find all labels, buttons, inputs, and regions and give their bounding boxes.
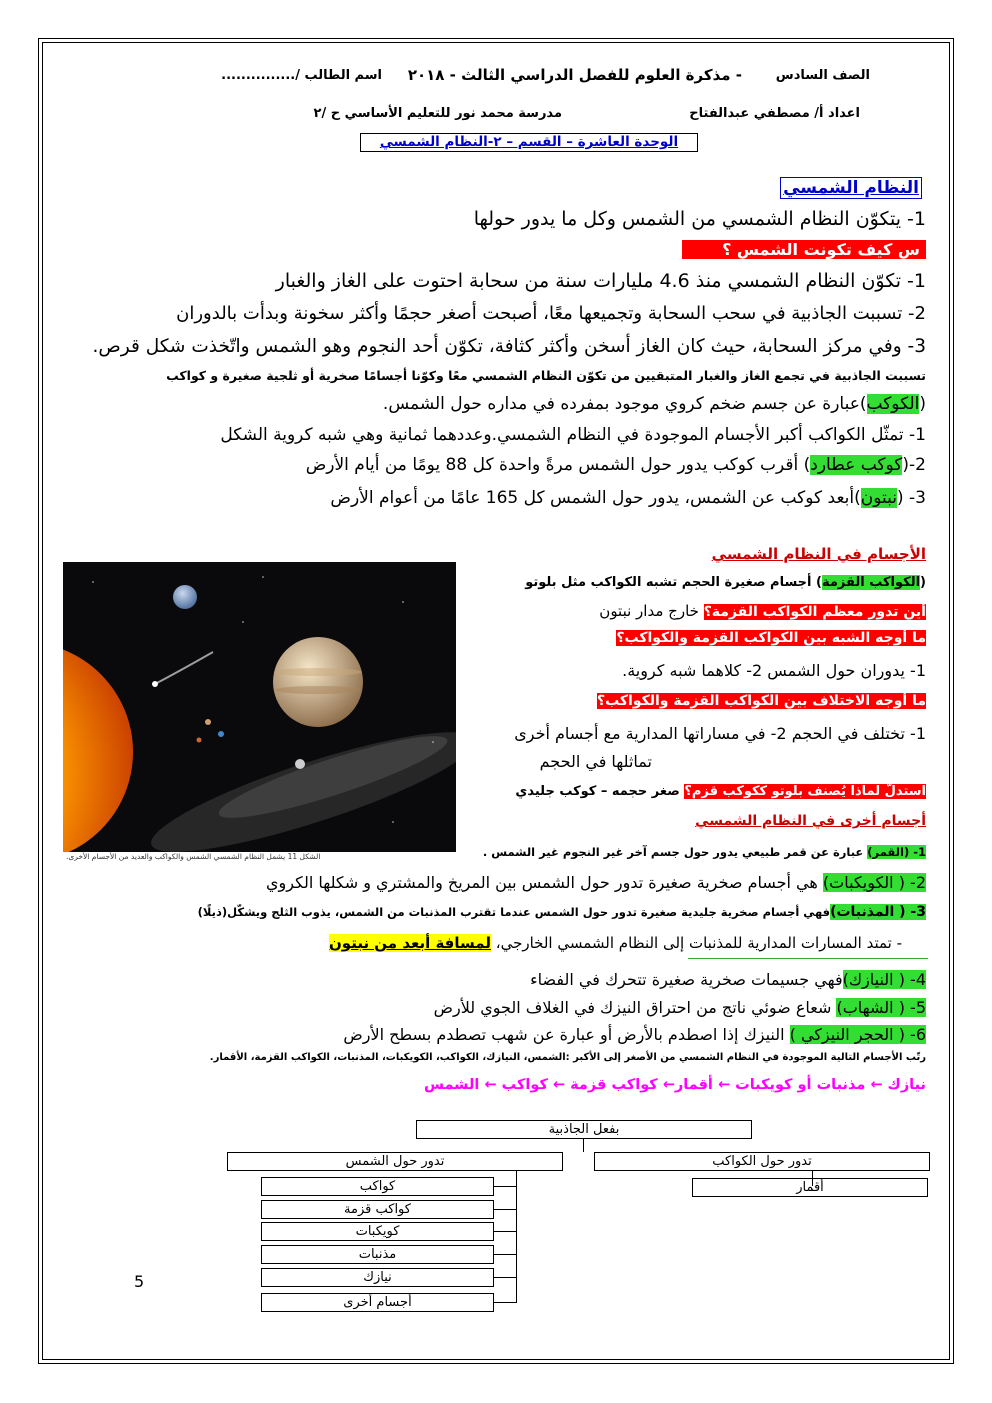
meteoroid-term: 4- ( النيازك) xyxy=(842,970,926,989)
diagram-tick-2 xyxy=(493,1231,516,1232)
formation-point-4: تسببت الجاذبية في تجمع الغاز والغبار المتبقيين من تكوّن النظام الشمسي معًا وكوّنا أجسامًا صخرية أو ثلجية صغيرة و كواكب xyxy=(166,368,926,383)
comet-term: 3- ( المذنبات) xyxy=(830,904,926,920)
diagram-item-meteoroids: نيازك xyxy=(261,1268,494,1287)
school-name: مدرسة محمد نور للتعليم الأساسي ح /٢ xyxy=(313,106,562,121)
question-dwarf-orbit: أين تدور معظم الكواكب القزمة؟ خارج مدار نبتون xyxy=(599,602,926,620)
figure-caption: الشكل 11 يشمل النظام الشمسي الشمس والكواكب والعديد من الأجسام الأخرى. xyxy=(66,852,321,861)
prepared-by: اعداد أ/ مصطفي عبدالفتاح xyxy=(689,106,860,121)
unit-title: الوحدة العاشرة – القسم – ٢-النظام الشمسي xyxy=(379,134,679,150)
answer-difference-1: 1- تختلف في الحجم 2- في مساراتها المدارية مع أجسام أخرى xyxy=(514,724,926,743)
question-pluto: استدلّ لماذا يُصنف بلوتو ككوكب قزم؟ صغر حجمه – كوكب جليدي xyxy=(515,784,926,799)
neptune-term: نبتون xyxy=(860,488,897,508)
student-name-field: اسم الطالب /............... xyxy=(221,68,382,83)
diagram-item-dwarf-planets: كواكب قزمة xyxy=(261,1200,494,1219)
section-heading-bodies: الأجسام في النظام الشمسي xyxy=(711,545,926,563)
comet-note: - تمتد المسارات المدارية للمذنبات إلى النظام الشمسي الخارجي، لمسافة أبعد من نبتون xyxy=(329,934,902,952)
formation-point-2: 2- تسببت الجاذبية في سحب السحابة وتجميعها معًا، أصبحت أصغر حجمًا وأكثر سخونة وبدأت بالدوران xyxy=(176,303,926,324)
formation-point-1: 1- تكوّن النظام الشمسي منذ 4.6 مليارات سنة من سحابة احتوت على الغاز والغبار xyxy=(275,270,926,292)
dwarf-planet-term: الكواكب القزمة xyxy=(821,575,921,590)
diagram-tick-3 xyxy=(493,1254,516,1255)
memo-title: - مذكرة العلوم للفصل الدراسي الثالث - ٢٠١٨ xyxy=(407,66,742,84)
answer-difference-2: تماثلها في الحجم xyxy=(539,752,652,771)
planet-fact-1: 1- تمثّل الكواكب أكبر الأجسام الموجودة في النظام الشمسي.وعددهما ثمانية وهي شبه كروية الشكل xyxy=(220,425,926,445)
diagram-item-other-bodies: أجسام أخرى xyxy=(261,1293,494,1312)
order-question: رتّب الأجسام التالية الموجودة في النظام الشمسي من الأصغر إلى الأكبر :الشمس، النيازك، الكواكب، الكويكبات، المذنبات، الكواكب القزمة، الأقمار. xyxy=(209,1052,926,1063)
question-similarity: ما أوجه الشبه بين الكواكب القزمة والكواكب؟ xyxy=(616,630,926,646)
formation-point-3: 3- وفي مركز السحابة، حيث كان الغاز أسخن وأكثر كثافة، تكوّن أحد النجوم وهو الشمس واتّخذت شكل قرص. xyxy=(92,336,926,357)
question-difference: ما أوجه الاختلاف بين الكواكب القزمة والكواكب؟ xyxy=(596,693,926,709)
dwarf-planet-definition: (الكواكب القزمة) أجسام صغيرة الحجم تشبه الكواكب مثل بلوتو xyxy=(525,575,926,590)
solar-system-definition: 1- يتكوّن النظام الشمسي من الشمس وكل ما يدور حولها xyxy=(473,208,926,230)
diagram-connector xyxy=(583,1138,584,1152)
grade-label: الصف السادس xyxy=(775,68,870,83)
meteorite-term: 6- ( الحجر النيزكي ) xyxy=(789,1025,926,1044)
question-sun-formation: س كيف تكونت الشمس ؟ xyxy=(682,240,926,259)
comet-definition: 3- ( المذنبات)فهي أجسام صخرية جليدية صغيرة تدور حول الشمس عندما تقترب المذنبات من الشمس، يذوب الثلج ويشكّل(ذيلًا) xyxy=(197,904,926,920)
diagram-left-vline xyxy=(516,1170,517,1303)
planet-term: الكوكب xyxy=(866,394,920,414)
solar-system-illustration xyxy=(63,562,456,852)
diagram-left-branch: تدور حول الشمس xyxy=(227,1152,563,1171)
diagram-tick-1 xyxy=(493,1209,516,1210)
diagram-tick-5 xyxy=(493,1302,516,1303)
comet-note-highlight: لمسافة أبعد من نبتون xyxy=(329,934,491,952)
moon-definition: 1- (القمر) عبارة عن قمر طبيعي يدور حول جسم آخر غير النجوم غير الشمس . xyxy=(482,845,926,859)
diagram-item-moons: أقمار xyxy=(692,1178,928,1197)
planet-definition: (الكوكب)عبارة عن جسم ضخم كروي موجود بمفرده في مداره حول الشمس. xyxy=(382,394,926,414)
diagram-right-branch: تدور حول الكواكب xyxy=(594,1152,930,1171)
diagram-item-asteroids: كويكبات xyxy=(261,1222,494,1241)
diagram-item-comets: مذنبات xyxy=(261,1245,494,1264)
divider-line xyxy=(688,958,928,959)
unit-title-box xyxy=(360,133,698,152)
asteroid-term: 2- ( الكويكبات) xyxy=(822,873,926,892)
meteor-definition: 5- ( الشهاب) شعاع ضوئي ناتج من احتراق النيزك في الغلاف الجوي للأرض xyxy=(433,998,926,1017)
moon-term: 1- (القمر) xyxy=(867,845,926,859)
diagram-root-box: بفعل الجاذبية xyxy=(416,1120,752,1139)
diagram-tick-4 xyxy=(493,1277,516,1278)
meteor-term: 5- ( الشهاب) xyxy=(836,998,926,1017)
planet-fact-3: 3- (نبتون)أبعد كوكب عن الشمس، يدور حول الشمس كل 165 عامًا من أعوام الأرض xyxy=(330,488,926,508)
other-bodies-heading: أجسام أخرى في النظام الشمسي xyxy=(695,813,926,829)
planet-fact-2: 2-(كوكب عطارد) أقرب كوكب يدور حول الشمس مرةً واحدة كل 88 يومًا من أيام الأرض xyxy=(305,455,926,475)
page-number: 5 xyxy=(134,1272,145,1291)
mercury-term: كوكب عطارد xyxy=(810,455,903,475)
meteorite-definition: 6- ( الحجر النيزكي ) النيزك إذا اصطدم بالأرض أو عبارة عن شهب تصطدم بسطح الأرض xyxy=(343,1025,926,1044)
asteroid-definition: 2- ( الكويكبات) هي أجسام صخرية صغيرة تدور حول الشمس بين المريخ والمشتري و شكلها الكروي xyxy=(266,873,926,892)
solar-system-image xyxy=(63,562,456,852)
order-answer: نيازك ← مذنبات أو كويكبات ← أقمار← كواكب قزمة ← كواكب ← الشمس xyxy=(423,1077,926,1093)
meteoroid-definition: 4- ( النيازك)فهي جسيمات صخرية صغيرة تتحرك في الفضاء xyxy=(530,970,926,989)
diagram-item-planets: كواكب xyxy=(261,1177,494,1196)
section-heading-solar-system: النظام الشمسي xyxy=(780,178,922,198)
diagram-tick-0 xyxy=(493,1186,516,1187)
answer-similarity: 1- يدوران حول الشمس 2- كلاهما شبه كروية. xyxy=(622,661,926,680)
